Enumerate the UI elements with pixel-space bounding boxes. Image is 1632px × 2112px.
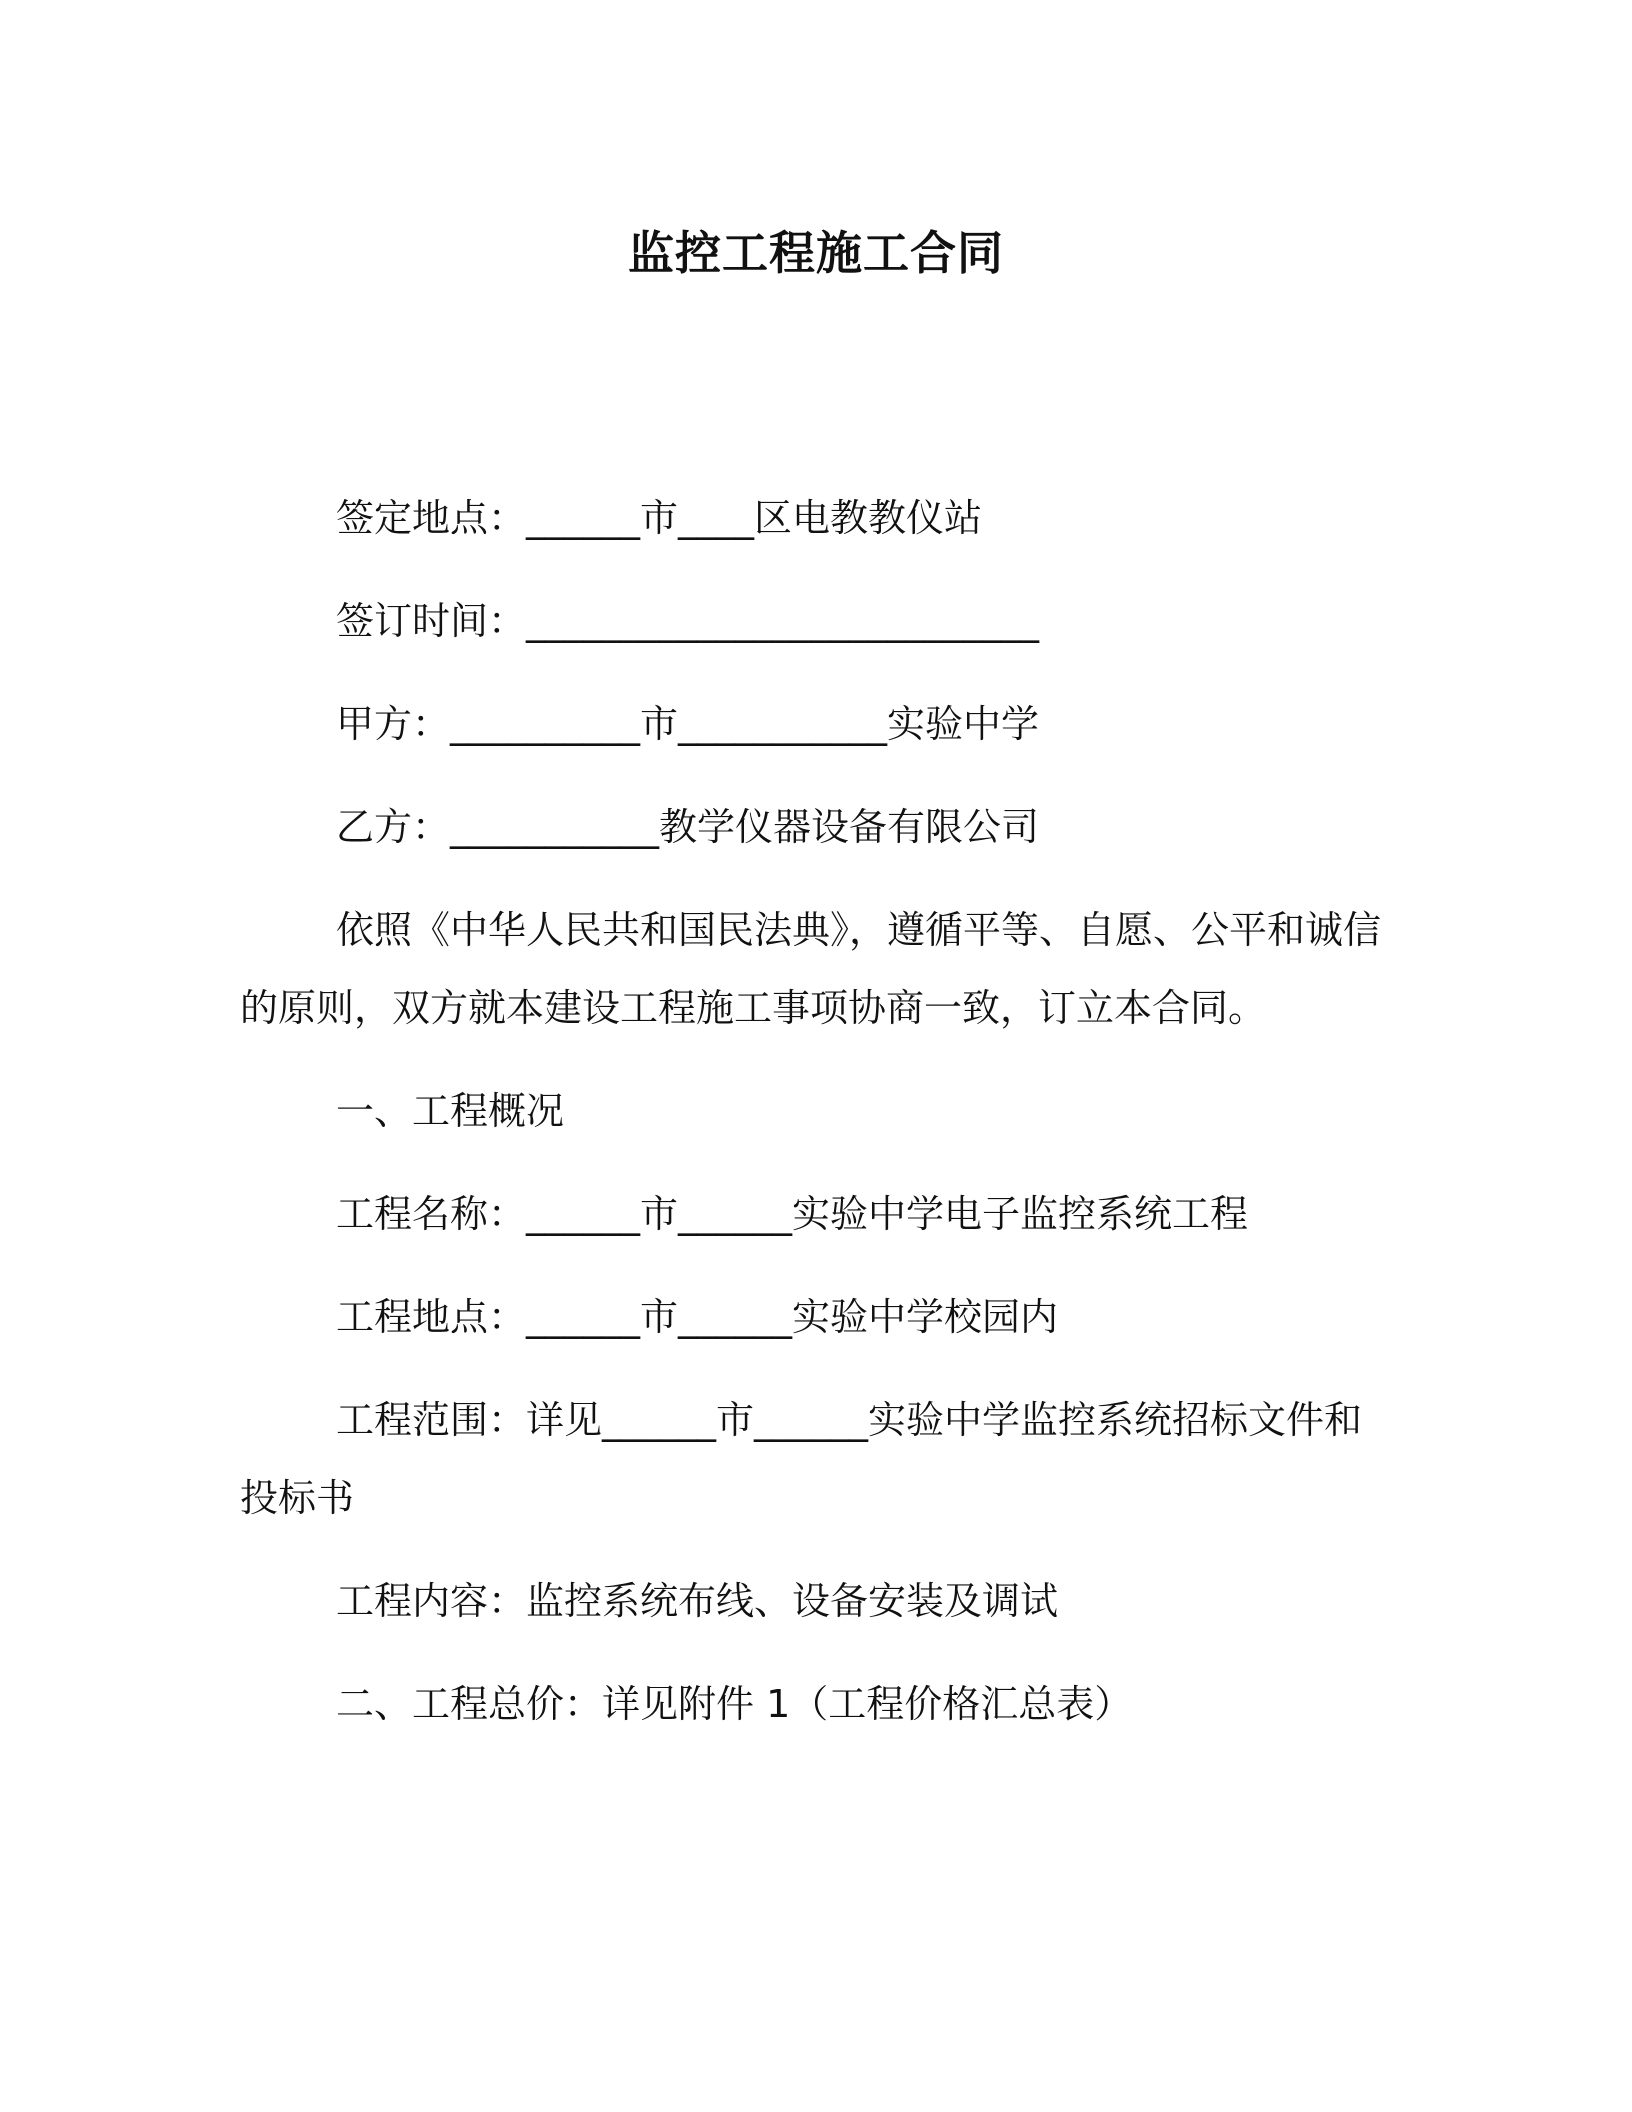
document-title: 监控工程施工合同 bbox=[628, 226, 1004, 280]
preamble-line-2: 的原则，双方就本建设工程施工事项协商一致，订立本合同。 bbox=[240, 986, 1267, 1030]
signing-place: 签定地点：______市____区电教教仪站 bbox=[336, 496, 983, 540]
section-2-heading: 二、工程总价：详见附件 1（工程价格汇总表） bbox=[336, 1682, 1133, 1726]
project-name: 工程名称：______市______实验中学电子监控系统工程 bbox=[336, 1192, 1249, 1236]
preamble-line-1: 依照《中华人民共和国民法典》，遵循平等、自愿、公平和诚信 bbox=[336, 908, 1382, 952]
party-a: 甲方：__________市___________实验中学 bbox=[336, 702, 1040, 746]
project-scope-line-2: 投标书 bbox=[240, 1476, 355, 1520]
party-b: 乙方：___________教学仪器设备有限公司 bbox=[336, 805, 1040, 849]
project-scope-line-1: 工程范围：详见______市______实验中学监控系统招标文件和 bbox=[336, 1398, 1363, 1442]
project-content: 工程内容：监控系统布线、设备安装及调试 bbox=[336, 1579, 1059, 1623]
signing-time: 签订时间：___________________________ bbox=[336, 599, 1040, 643]
project-location: 工程地点：______市______实验中学校园内 bbox=[336, 1295, 1059, 1339]
section-1-heading: 一、工程概况 bbox=[336, 1089, 565, 1133]
